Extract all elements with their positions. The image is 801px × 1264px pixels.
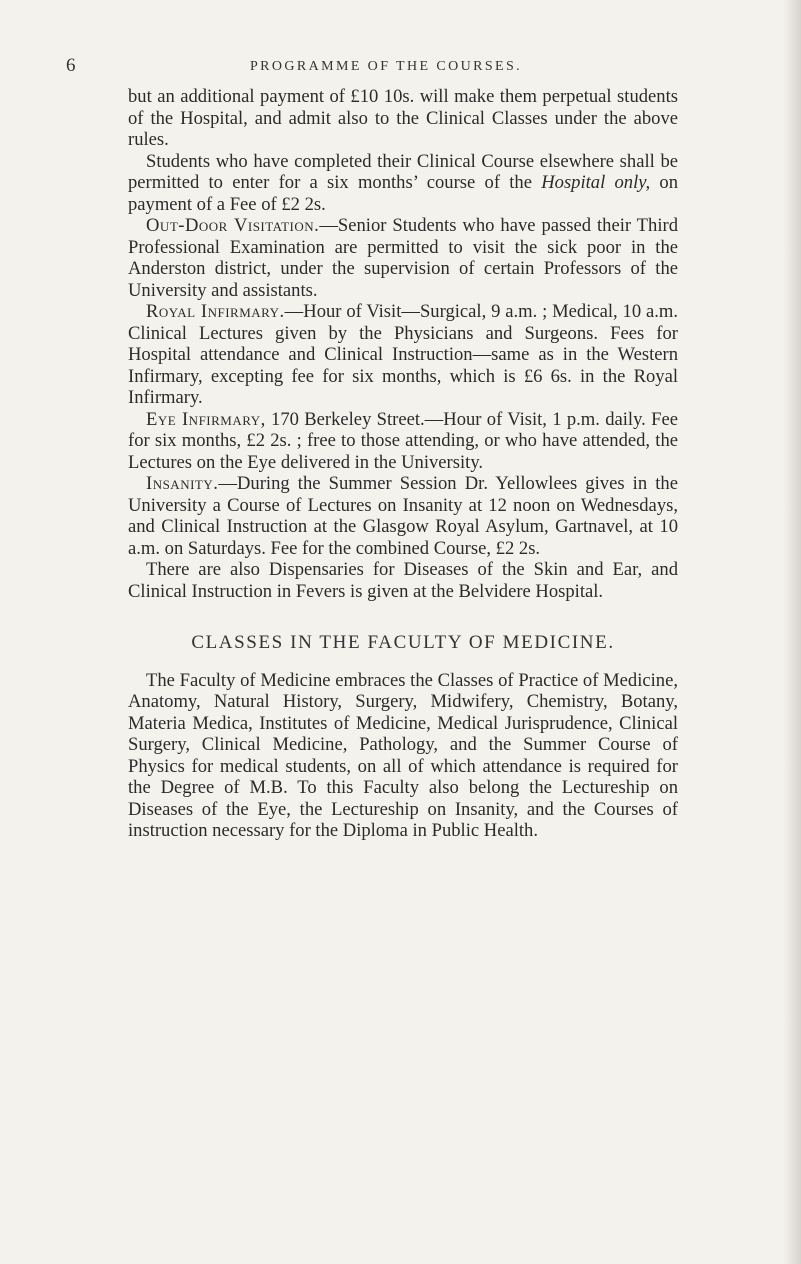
paragraph-clinical-course bbox=[128, 151, 678, 216]
paragraph-insanity bbox=[128, 473, 678, 559]
paragraph-eye-infirmary bbox=[128, 409, 678, 474]
out-door-visitation-heading: Out-Door Visitation. bbox=[146, 215, 320, 236]
paragraph-dispensaries: There are also Dispensaries for Diseases of the Skin and Ear, and Clinical Instruction in Fevers is given at the Belvidere Hospital. bbox=[128, 559, 678, 602]
paragraph-out-door-visitation bbox=[128, 215, 678, 301]
page-edge-shadow bbox=[783, 0, 801, 1264]
section-heading-faculty-of-medicine: CLASSES IN THE FACULTY OF MEDICINE. bbox=[191, 632, 615, 653]
insanity-text: —During the Summer Session Dr. Yellowlees gives in the University a Course of Lectures on Insanity at 12 noon on Wednesdays, and Clinical Instruction at the Glasgow Royal Asylum, Gartnavel, at 10 a.m. on Saturdays. Fee for the combined Course, £2 2s. bbox=[128, 473, 678, 559]
hospital-only-emphasis: Hospital only, bbox=[541, 172, 651, 193]
page-number: 6 bbox=[66, 55, 76, 76]
royal-infirmary-heading: Royal Infirmary. bbox=[146, 301, 285, 322]
paragraph-royal-infirmary bbox=[128, 301, 678, 409]
page-header bbox=[66, 55, 706, 83]
eye-infirmary-heading: Eye Infirmary, bbox=[146, 408, 266, 430]
insanity-heading: Insanity. bbox=[146, 473, 219, 494]
out-door-visitation-text: —Senior Students who have passed their Third Professional Examination are permitted to visit the sick poor in the Anderston district, under the supervision of certain Professors of the University and assistants. bbox=[128, 215, 678, 301]
body-text bbox=[128, 86, 678, 842]
paragraph-faculty-of-medicine: The Faculty of Medicine embraces the Classes of Practice of Medicine, Anatomy, Natural History, Surgery, Midwifery, Chemistry, Botany, Materia Medica, Institutes of Medicine, Medical Jurisprudence, Clinical Surgery, Clinical Medicine, Pathology, and the Summer Course of Physics for medical students, on all of which attendance is required for the Degree of M.B. To this Faculty also belong the Lectureship on Diseases of the Eye, the Lectureship on Insanity, and the Courses of instruction necessary for the Diploma in Public Health. bbox=[128, 669, 678, 841]
paragraph-clinical-course-text: Students who have completed their Clinical Course elsewhere shall be permitted to enter for a six months’ course of the bbox=[128, 150, 678, 193]
paragraph-continuation: but an additional payment of £10 10s. will make them perpetual students of the Hospital, and admit also to the Clinical Classes under the above rules. bbox=[128, 86, 678, 150]
running-head: PROGRAMME OF THE COURSES. bbox=[249, 59, 523, 74]
paragraph-clinical-course-fee: on payment of a Fee of £2 2s. bbox=[128, 172, 678, 215]
royal-infirmary-text: —Hour of Visit—Surgical, 9 a.m. ; Medical, 10 a.m. Clinical Lectures given by the Physicians and Surgeons. Fees for Hospital attendance and Clinical Instruction—same as in the Western Infirmary, excepting fee for six months, which is £6 6s. in the Royal Infirmary. bbox=[128, 301, 678, 408]
eye-infirmary-text: 170 Berkeley Street.—Hour of Visit, 1 p.m. daily. Fee for six months, £2 2s. ; free to those attending, or who have attended, the Lectures on the Eye delivered in the University. bbox=[128, 408, 678, 473]
